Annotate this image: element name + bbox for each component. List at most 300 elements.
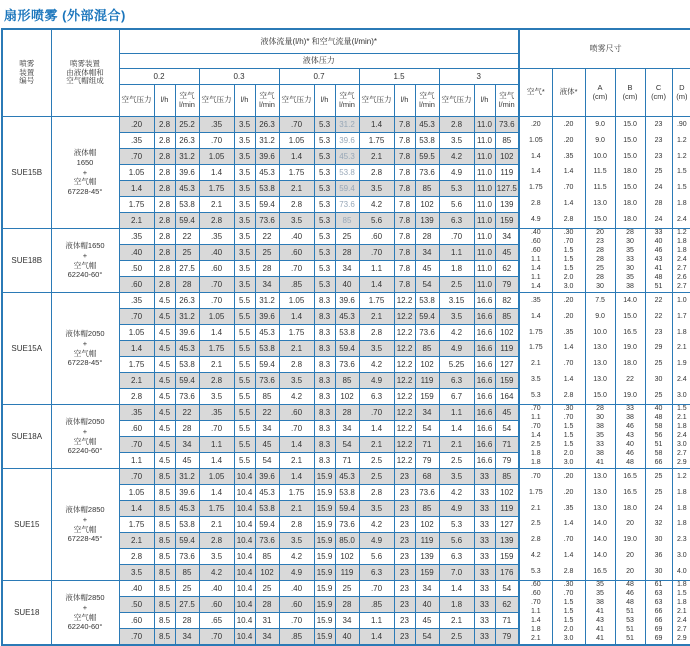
data-cell: 79 (495, 453, 519, 469)
data-cell: 139 (495, 197, 519, 213)
data-cell: 12.2 (394, 373, 415, 389)
data-cell: 3.5 (359, 501, 394, 517)
data-cell: 2.5 (359, 469, 394, 485)
data-cell: 45.3 (415, 117, 439, 133)
dim-cell (615, 581, 645, 646)
dim-value: 2.4 (676, 256, 687, 264)
label-line: 67228-45° (67, 358, 103, 368)
data-cell: .40 (119, 245, 154, 261)
data-cell: 5.6 (439, 197, 474, 213)
data-cell: 4.5 (154, 293, 175, 309)
dim-value: 28 (654, 200, 663, 208)
data-cell: 1.75 (119, 517, 154, 533)
data-cell: 53.8 (335, 485, 359, 501)
dim-value: 2.3 (676, 536, 687, 544)
data-cell: 85 (255, 549, 279, 565)
data-cell: 2.1 (119, 533, 154, 549)
dim-value: 63 (654, 590, 663, 598)
data-cell: 25 (175, 581, 199, 597)
dim-value: 1.4 (563, 520, 574, 528)
dim-value: 1.2 (676, 136, 687, 144)
dim-value: 23 (654, 120, 663, 128)
dim-value: 1.5 (563, 441, 574, 449)
dim-cell (645, 405, 672, 469)
data-cell: 3.5 (359, 341, 394, 357)
dim-value: 53 (626, 617, 634, 625)
label-line: l/min (339, 99, 355, 109)
dim-value-stack (673, 229, 690, 292)
data-cell: 39.6 (255, 469, 279, 485)
dim-value: 30 (626, 238, 634, 246)
data-cell: 5.3 (314, 197, 335, 213)
data-cell: 1.1 (439, 405, 474, 421)
dim-value: .60 (530, 238, 541, 246)
label-line: (cm) (592, 91, 608, 101)
data-cell: 39.6 (255, 149, 279, 165)
data-cell: 7.8 (394, 197, 415, 213)
dim-cell (615, 229, 645, 293)
dim-value: 2.0 (563, 626, 574, 634)
data-cell: 8.5 (154, 469, 175, 485)
data-cell: 12.2 (394, 421, 415, 437)
data-cell: 11.0 (474, 213, 495, 229)
data-cell: 16.6 (474, 293, 495, 309)
data-cell: 1.75 (199, 341, 234, 357)
dim-value: 25 (654, 391, 663, 399)
dim-value: 25 (654, 472, 663, 480)
lh-subheader: l/h (234, 85, 255, 117)
data-cell: 15.9 (314, 629, 335, 646)
data-cell: 6.3 (439, 373, 474, 389)
dim-value: 1.8 (676, 423, 687, 431)
data-cell: 25.2 (175, 117, 199, 133)
data-cell: 3.15 (439, 293, 474, 309)
data-cell: 8.5 (154, 517, 175, 533)
dim-value: 38 (596, 450, 604, 458)
data-cell: 11.0 (474, 261, 495, 277)
dim-value: 4.2 (530, 552, 541, 560)
data-cell: 16.6 (474, 309, 495, 325)
dim-value: 1.8 (530, 450, 541, 458)
data-cell: 4.2 (439, 149, 474, 165)
data-cell: 2.8 (154, 165, 175, 181)
data-cell: 59.4 (175, 213, 199, 229)
dim-value: .35 (563, 328, 574, 336)
data-cell: 3.5 (234, 117, 255, 133)
air-pressure-subheader: 空气压力 (439, 85, 474, 117)
data-cell: 2.8 (199, 213, 234, 229)
dim-value: 2.1 (676, 608, 687, 616)
data-cell: 5.3 (314, 277, 335, 293)
data-cell: 1.05 (119, 165, 154, 181)
label-line: + (82, 167, 88, 177)
data-cell: .35 (119, 405, 154, 421)
data-cell: 5.3 (439, 181, 474, 197)
data-cell: 5.3 (314, 165, 335, 181)
data-cell: 5.3 (314, 181, 335, 197)
data-cell: 45.3 (335, 469, 359, 485)
dim-value: 15.0 (623, 120, 637, 128)
dim-value-stack (520, 293, 552, 404)
data-cell: 1.8 (439, 261, 474, 277)
data-cell: 25 (335, 581, 359, 597)
lh-subheader: l/h (474, 85, 495, 117)
dim-cell (645, 229, 672, 293)
data-cell: 73.6 (255, 213, 279, 229)
dim-value: 33 (596, 441, 604, 449)
dim-cell (585, 229, 615, 293)
dim-value: 19.0 (623, 344, 637, 352)
data-cell: 1.05 (279, 133, 314, 149)
data-cell: 2.1 (359, 149, 394, 165)
data-cell: 5.3 (314, 213, 335, 229)
dim-cell (672, 117, 690, 229)
label-line: 液体帽2050 (65, 417, 105, 426)
data-cell: 2.8 (119, 389, 154, 405)
dim-value: 35 (596, 432, 604, 440)
dim-value: 28 (596, 256, 604, 264)
data-cell: .40 (199, 245, 234, 261)
dim-value: 69 (654, 635, 663, 643)
dim-cell (615, 405, 645, 469)
data-cell: 102 (415, 357, 439, 373)
data-cell: 119 (495, 501, 519, 517)
dim-value: 23 (654, 152, 663, 160)
data-cell: 7.8 (394, 181, 415, 197)
data-cell: 2.1 (439, 437, 474, 453)
data-cell: 31.2 (175, 309, 199, 325)
data-cell: .60 (199, 261, 234, 277)
data-cell: 11.0 (474, 117, 495, 133)
data-cell: 85 (175, 565, 199, 581)
data-cell: 164 (495, 389, 519, 405)
dim-value: 46 (626, 450, 634, 458)
data-cell: 53.8 (255, 341, 279, 357)
label-line: B (627, 82, 633, 92)
data-cell: 45.3 (255, 485, 279, 501)
data-cell: 3.5 (234, 261, 255, 277)
data-cell: 8.3 (314, 405, 335, 421)
data-cell: 2.8 (154, 149, 175, 165)
label-line: 空气 (499, 90, 515, 100)
data-cell: 176 (495, 565, 519, 581)
dim-value: 13.0 (593, 376, 607, 384)
data-cell: .70 (359, 245, 394, 261)
dim-value: 25 (654, 168, 663, 176)
dim-value: 1.5 (676, 405, 687, 413)
dim-value: 1.5 (676, 168, 687, 176)
data-cell: 2.8 (154, 133, 175, 149)
dim-value: 1.4 (563, 168, 574, 176)
dim-value: 20 (626, 567, 634, 575)
data-cell: 34 (415, 245, 439, 261)
data-cell: 1.4 (279, 469, 314, 485)
dim-value: 2.4 (676, 432, 687, 440)
dim-value: 1.1 (530, 414, 541, 422)
dim-value: 1.5 (563, 608, 574, 616)
data-cell: 85 (255, 389, 279, 405)
label-line: 67228-45° (67, 534, 103, 544)
data-cell: 5.3 (314, 229, 335, 245)
dim-value: 14.0 (623, 296, 637, 304)
data-cell: 8.5 (154, 629, 175, 646)
dim-value: .30 (563, 581, 574, 589)
data-cell: 127.5 (495, 181, 519, 197)
data-cell: 28 (175, 277, 199, 293)
data-cell: .70 (119, 469, 154, 485)
dim-value: 5.3 (530, 391, 541, 399)
dim-value: 35 (626, 274, 634, 282)
dim-value: .70 (563, 536, 574, 544)
dim-value: 38 (626, 283, 634, 291)
dim-value: 2.5 (530, 441, 541, 449)
dim-value-stack (586, 293, 615, 404)
data-cell: 85 (335, 373, 359, 389)
dim-value: 2.9 (676, 635, 687, 643)
data-cell: 33 (474, 565, 495, 581)
dim-value: 51 (654, 441, 663, 449)
data-cell: 3.5 (234, 229, 255, 245)
data-cell: 5.3 (314, 133, 335, 149)
dim-value: 2.8 (563, 215, 574, 223)
dim-value: 19.0 (623, 391, 637, 399)
data-cell: 16.6 (474, 325, 495, 341)
air-pressure-subheader: 空气压力 (199, 85, 234, 117)
dim-value: .35 (530, 296, 541, 304)
data-cell: 23 (394, 469, 415, 485)
data-cell: 40 (415, 597, 439, 613)
label-line: + (82, 602, 88, 612)
data-cell: 8.5 (154, 485, 175, 501)
dim-value: 22 (626, 376, 634, 384)
dim-value: 2.7 (676, 626, 687, 634)
data-cell: 1.05 (279, 293, 314, 309)
dim-value: 2.1 (530, 504, 541, 512)
data-cell: .70 (439, 229, 474, 245)
dim-value: 1.8 (530, 459, 541, 467)
dim-value: 14.0 (593, 552, 607, 560)
data-cell: 34 (335, 613, 359, 629)
dim-value: 69 (654, 626, 663, 634)
data-cell: 1.75 (359, 133, 394, 149)
dim-cell (552, 469, 585, 581)
data-cell: .70 (199, 277, 234, 293)
data-cell: 15.9 (314, 581, 335, 597)
data-cell: 8.3 (314, 341, 335, 357)
data-cell: 10.4 (234, 597, 255, 613)
data-cell: .70 (119, 437, 154, 453)
label-line: l/min (498, 99, 515, 109)
data-cell: 102 (415, 517, 439, 533)
dim-value-stack (553, 293, 585, 404)
dim-value: 11.5 (593, 168, 607, 176)
dim-value: 1.4 (530, 617, 541, 625)
data-cell: 15.9 (314, 565, 335, 581)
data-cell: 12.2 (394, 357, 415, 373)
dim-value-stack (673, 581, 690, 644)
dim-value: 33 (654, 229, 663, 237)
dim-cell (552, 117, 585, 229)
data-cell: .60 (199, 597, 234, 613)
dim-value: 1.8 (676, 488, 687, 496)
dim-value: 16.5 (623, 488, 637, 496)
data-cell: 22 (255, 405, 279, 421)
label-line: l/min (179, 99, 195, 109)
data-cell: 10.4 (234, 549, 255, 565)
data-cell: 12.2 (394, 405, 415, 421)
pressure-value-header: 1.5 (359, 69, 439, 85)
dim-value-stack (616, 293, 645, 404)
data-cell: 12.2 (394, 341, 415, 357)
data-cell: 3.5 (279, 373, 314, 389)
data-cell: 8.5 (154, 549, 175, 565)
data-cell: 102 (495, 325, 519, 341)
data-cell: 10.4 (234, 565, 255, 581)
dim-value-stack (586, 581, 615, 644)
data-cell: 1.75 (279, 165, 314, 181)
label-line: 空气 (259, 90, 275, 100)
data-cell: 3.5 (439, 309, 474, 325)
dim-value: 15.0 (623, 184, 637, 192)
dim-value: 1.7 (676, 312, 687, 320)
dim-value: 1.8 (676, 581, 687, 589)
dim-value: 24 (654, 215, 663, 223)
air-lmin-subheader (335, 85, 359, 117)
dim-cell (672, 293, 690, 405)
data-cell: 127 (495, 357, 519, 373)
dim-value: 46 (626, 590, 634, 598)
data-cell: 59.4 (255, 197, 279, 213)
dim-value: 41 (596, 459, 604, 467)
dim-value: 3.5 (530, 376, 541, 384)
dim-value: 1.8 (676, 520, 687, 528)
data-cell: 85 (495, 309, 519, 325)
data-cell: 33 (474, 613, 495, 629)
data-cell: 5.3 (314, 117, 335, 133)
data-cell: 4.2 (359, 357, 394, 373)
data-cell: 4.5 (154, 453, 175, 469)
dim-value: 30 (654, 567, 663, 575)
data-cell: 4.5 (154, 389, 175, 405)
data-cell: 159 (415, 565, 439, 581)
dim-value: 43 (596, 617, 604, 625)
data-cell: 85 (335, 213, 359, 229)
data-cell: 71 (335, 453, 359, 469)
data-cell: 2.8 (279, 357, 314, 373)
label-line: 62240-60° (67, 270, 103, 280)
data-cell: 54 (335, 437, 359, 453)
data-cell: 1.4 (439, 581, 474, 597)
data-cell: .35 (199, 117, 234, 133)
dim-value: 23 (654, 136, 663, 144)
dim-value: 2.1 (676, 344, 687, 352)
dim-value: .70 (563, 238, 574, 246)
dim-value: 48 (626, 599, 634, 607)
data-cell: 10.4 (234, 517, 255, 533)
dim-value-stack (646, 293, 672, 404)
dim-value: 13.0 (593, 504, 607, 512)
data-cell: 33 (474, 485, 495, 501)
dim-value-stack (646, 405, 672, 468)
data-cell: 45.3 (255, 325, 279, 341)
data-cell: 1.4 (279, 437, 314, 453)
spray-spec-table (1, 28, 690, 646)
data-cell: 12.2 (394, 309, 415, 325)
data-cell: 7.8 (394, 117, 415, 133)
dim-value-stack (553, 229, 585, 292)
dim-value: 16.5 (623, 472, 637, 480)
dim-value: .20 (563, 488, 574, 496)
dim-value: .60 (530, 581, 541, 589)
label-line: 空气帽 (73, 348, 97, 358)
label-line: C (655, 82, 662, 92)
dim-value: 1.8 (676, 599, 687, 607)
dim-value: .30 (563, 405, 574, 413)
dim-value: 35 (626, 247, 634, 255)
device-cell: SUE18 (2, 581, 51, 646)
data-cell: 16.6 (474, 341, 495, 357)
pressure-header: 液体压力 (119, 54, 519, 69)
data-cell: .70 (279, 613, 314, 629)
dim-value: 1.9 (676, 360, 687, 368)
data-cell: 5.6 (359, 213, 394, 229)
dim-value: .70 (563, 184, 574, 192)
data-cell: 22 (255, 229, 279, 245)
pressure-value-header: 0.3 (199, 69, 279, 85)
data-cell: 1.1 (119, 453, 154, 469)
dim-value: 11.5 (593, 184, 607, 192)
data-cell: 25 (175, 245, 199, 261)
dim-value-stack (520, 469, 552, 580)
dim-value: 2.4 (676, 617, 687, 625)
data-cell: 71 (495, 437, 519, 453)
dim-value: 13.0 (593, 472, 607, 480)
air-lmin-subheader (415, 85, 439, 117)
label-line: + (82, 514, 88, 524)
label-line: + (82, 338, 88, 348)
data-cell: 54 (255, 453, 279, 469)
data-cell: 4.5 (154, 341, 175, 357)
dim-value: 58 (654, 450, 663, 458)
data-cell: .70 (199, 293, 234, 309)
data-cell: 79 (415, 453, 439, 469)
data-cell: 1.4 (119, 181, 154, 197)
data-cell: 2.8 (359, 485, 394, 501)
data-cell: 73.6 (335, 197, 359, 213)
dim-value: 2.4 (676, 215, 687, 223)
data-cell: 2.8 (154, 117, 175, 133)
dim-value: 1.4 (530, 432, 541, 440)
data-cell: 2.8 (199, 533, 234, 549)
data-cell: 4.5 (154, 309, 175, 325)
dim-cell (672, 229, 690, 293)
dim-value: 48 (626, 459, 634, 467)
dim-value: 7.5 (595, 296, 605, 304)
data-cell: 40 (335, 629, 359, 646)
data-cell: 4.9 (359, 373, 394, 389)
data-cell: 39.6 (175, 325, 199, 341)
data-cell: 5.5 (234, 373, 255, 389)
dim-value: .20 (530, 120, 541, 128)
device-cell: SUE15B (2, 117, 51, 229)
data-cell: 28 (175, 613, 199, 629)
dim-value: .20 (563, 312, 574, 320)
data-cell: 2.8 (359, 165, 394, 181)
data-cell: 2.1 (119, 213, 154, 229)
data-cell: .65 (199, 613, 234, 629)
data-cell: 73.6 (335, 517, 359, 533)
data-cell: 34 (175, 437, 199, 453)
